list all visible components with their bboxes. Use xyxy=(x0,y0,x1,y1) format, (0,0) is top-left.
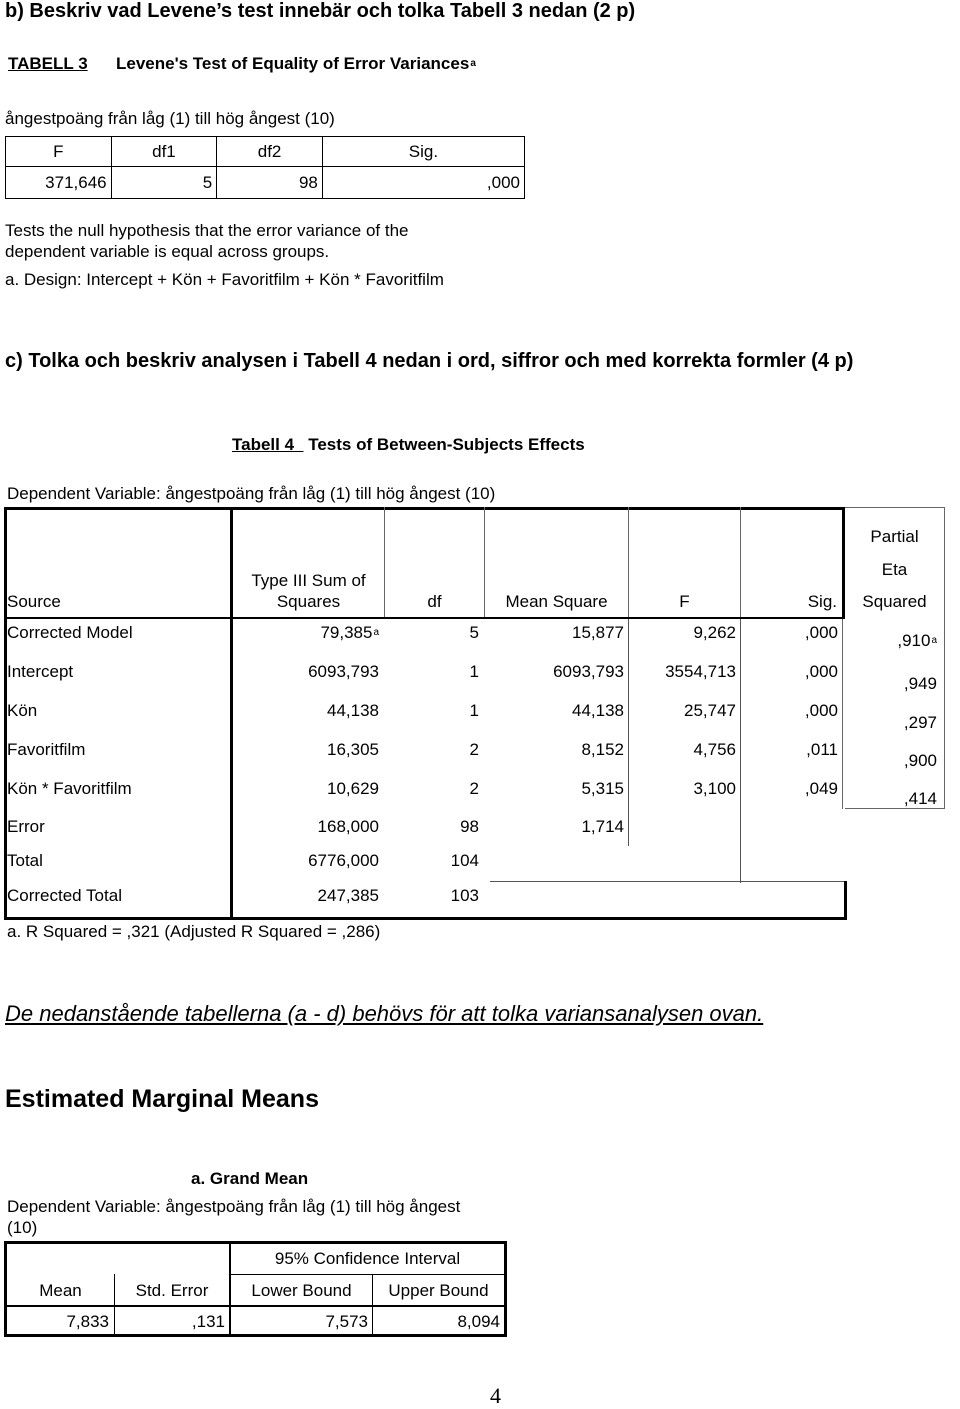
between-subjects-effects-table xyxy=(4,507,945,920)
header-eta-line3: Squared xyxy=(862,592,927,611)
section-heading: Estimated Marginal Means xyxy=(5,1085,319,1113)
table3-header-df2: df2 xyxy=(217,137,323,167)
eta-value: ,949 xyxy=(903,674,937,693)
question-c-heading: c) Tolka och beskriv analysen i Tabell 4 nedan i ord, siffror och med korrekta formler (4 p) xyxy=(5,350,854,372)
grand-mean-dependent-line2: (10) xyxy=(7,1218,38,1237)
row-source: Kön xyxy=(7,701,38,720)
row-df: 1 xyxy=(469,701,479,720)
row-ss: 10,629 xyxy=(327,779,379,798)
row-f: 3554,713 xyxy=(665,662,736,681)
header-source: Source xyxy=(7,592,61,611)
table3-label: TABELL 3 xyxy=(8,54,88,73)
table3-design-note: a. Design: Intercept + Kön + Favoritfilm + Kön * Favoritfilm xyxy=(5,270,444,289)
eta-value: ,414 xyxy=(903,789,937,808)
levene-table xyxy=(5,136,525,199)
row-ss: 16,305 xyxy=(327,740,379,759)
table4-title: Tabell 4 Tests of Between-Subjects Effects xyxy=(232,435,585,454)
eta-value: ,900 xyxy=(903,751,937,770)
row-sig: ,000 xyxy=(804,662,838,681)
table3-value-sig: ,000 xyxy=(322,167,524,199)
eta-value: ,910$^a$ xyxy=(897,631,937,650)
row-df: 2 xyxy=(469,779,479,798)
row-source: Corrected Total xyxy=(7,886,122,905)
row-ms: 6093,793 xyxy=(553,662,624,681)
grand-mean-dependent-line1: Dependent Variable: ångestpoäng från låg (1) till hög ångest xyxy=(7,1197,461,1216)
row-ss: 247,385 xyxy=(317,886,379,905)
row-ms: 1,714 xyxy=(581,817,624,836)
row-df: 5 xyxy=(469,623,479,642)
table3-note-line2: dependent variable is equal across groups. xyxy=(5,242,330,261)
row-source: Kön * Favoritfilm xyxy=(7,779,132,798)
header-mean: Mean xyxy=(39,1281,82,1300)
row-ms: 5,315 xyxy=(581,779,624,798)
row-sig: ,049 xyxy=(804,779,838,798)
row-df: 98 xyxy=(460,817,479,836)
row-ms: 44,138 xyxy=(572,701,624,720)
table4-footnote: a. R Squared = ,321 (Adjusted R Squared = ,286) xyxy=(7,922,381,941)
header-eta-line2: Eta xyxy=(881,560,908,579)
header-upper-bound: Upper Bound xyxy=(388,1281,489,1300)
row-df: 103 xyxy=(450,886,479,905)
header-mean-square: Mean Square xyxy=(505,592,608,611)
row-ss: 44,138 xyxy=(327,701,379,720)
row-df: 2 xyxy=(469,740,479,759)
row-sig: ,011 xyxy=(806,740,838,759)
row-ss: 79,385$^a$ xyxy=(320,623,379,642)
row-source: Intercept xyxy=(7,662,74,681)
row-source: Corrected Model xyxy=(7,623,133,642)
table3-header-f: F xyxy=(6,137,112,167)
page-number: 4 xyxy=(490,1383,501,1408)
table3-value-f: 371,646 xyxy=(6,167,112,199)
header-std-error: Std. Error xyxy=(135,1281,209,1300)
table3-header-sig: Sig. xyxy=(322,137,524,167)
table4-dependent-variable: Dependent Variable: ångestpoäng från låg (1) till hög ångest (10) xyxy=(7,484,496,503)
value-mean: 7,833 xyxy=(66,1312,109,1331)
header-ss-line1: Type III Sum of xyxy=(251,571,366,590)
instruction-text: De nedanstående tabellerna (a - d) behövs för att tolka variansanalysen ovan. xyxy=(5,1001,764,1026)
header-eta-line1: Partial xyxy=(870,527,919,546)
table3-dependent-variable: ångestpoäng från låg (1) till hög ångest (10) xyxy=(5,109,335,128)
header-sig: Sig. xyxy=(807,592,837,611)
row-df: 104 xyxy=(450,851,479,870)
row-sig: ,000 xyxy=(804,623,838,642)
ci-header: 95% Confidence Interval xyxy=(274,1249,461,1268)
value-upper-bound: 8,094 xyxy=(457,1312,500,1331)
row-ss: 6776,000 xyxy=(308,851,379,870)
table3-note-line1: Tests the null hypothesis that the error variance of the xyxy=(5,221,409,240)
row-f: 4,756 xyxy=(693,740,736,759)
header-lower-bound: Lower Bound xyxy=(251,1281,352,1300)
row-source: Favoritfilm xyxy=(7,740,86,759)
row-f: 25,747 xyxy=(684,701,736,720)
row-f: 3,100 xyxy=(693,779,736,798)
table3-value-df2: 98 xyxy=(217,167,323,199)
value-lower-bound: 7,573 xyxy=(325,1312,368,1331)
eta-value: ,297 xyxy=(903,713,937,732)
row-source: Error xyxy=(7,817,45,836)
row-source: Total xyxy=(7,851,43,870)
question-b-heading: b) Beskriv vad Levene’s test innebär och tolka Tabell 3 nedan (2 p) xyxy=(5,0,636,22)
table3-header-df1: df1 xyxy=(111,137,217,167)
header-ss-line2: Squares xyxy=(276,592,341,611)
grand-mean-title: a. Grand Mean xyxy=(191,1169,309,1188)
header-f: F xyxy=(679,592,690,611)
table3-title: Levene's Test of Equality of Error Variances$^a$ xyxy=(116,54,476,73)
row-df: 1 xyxy=(469,662,479,681)
table3-value-df1: 5 xyxy=(111,167,217,199)
row-f: 9,262 xyxy=(693,623,736,642)
row-ss: 6093,793 xyxy=(308,662,379,681)
row-ms: 15,877 xyxy=(572,623,624,642)
grand-mean-table xyxy=(4,1241,507,1337)
row-ss: 168,000 xyxy=(317,817,379,836)
header-df: df xyxy=(427,592,442,611)
row-ms: 8,152 xyxy=(581,740,624,759)
row-sig: ,000 xyxy=(804,701,838,720)
value-std-error: ,131 xyxy=(191,1312,225,1331)
